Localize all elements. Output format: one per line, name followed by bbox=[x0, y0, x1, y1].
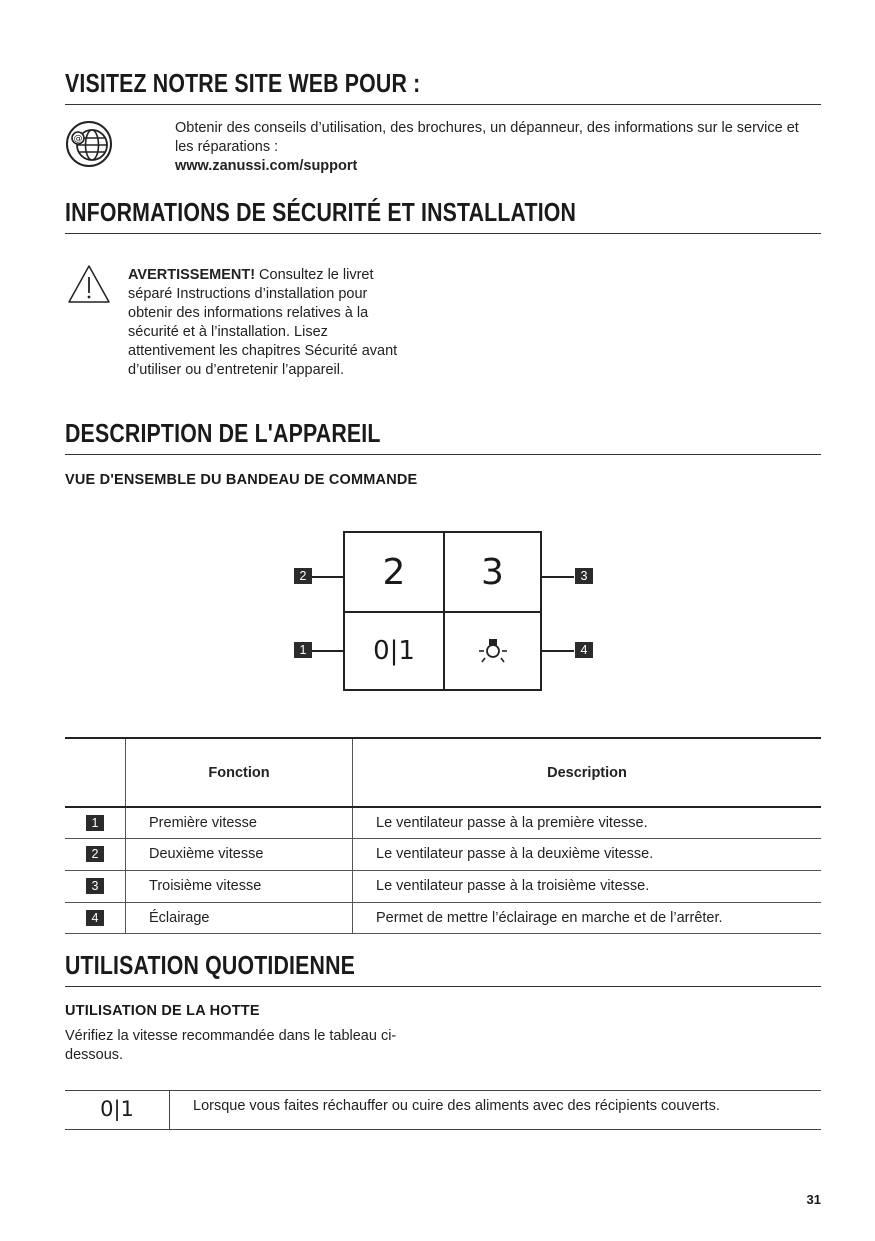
callout-1: 1 bbox=[294, 642, 312, 658]
row-function: Première vitesse bbox=[126, 807, 353, 838]
svg-text:@: @ bbox=[73, 134, 83, 144]
row-number-badge: 3 bbox=[86, 878, 104, 894]
row-description: Le ventilateur passe à la troisième vitesse. bbox=[353, 870, 822, 902]
control-panel-subtitle: VUE D'ENSEMBLE DU BANDEAU DE COMMANDE bbox=[65, 472, 418, 488]
callout-3: 3 bbox=[575, 568, 593, 584]
page-number: 31 bbox=[806, 1192, 821, 1207]
speed-table bbox=[65, 1090, 821, 1130]
callout-4: 4 bbox=[575, 642, 593, 658]
row-description: Le ventilateur passe à la première vitesse. bbox=[353, 807, 822, 838]
safety-warning: AVERTISSEMENT! Consultez le livret séparé Instructions d’installation pour obtenir des informations relatives à la sécurité et à l’installation. Lisez attentivement les chapitres Sécurité avant d’utiliser ou d’entretenir l’appareil. bbox=[128, 267, 398, 378]
speed-3-button[interactable]: 3 bbox=[481, 551, 504, 593]
row-function: Éclairage bbox=[126, 902, 353, 933]
daily-use-text: Vérifiez la vitesse recommandée dans le tableau ci-dessous. bbox=[65, 1028, 397, 1063]
on-off-speed-1-button[interactable]: 0|1 bbox=[373, 636, 415, 666]
function-table bbox=[65, 737, 821, 934]
hood-use-subtitle: UTILISATION DE LA HOTTE bbox=[65, 1003, 260, 1019]
table-row bbox=[65, 870, 821, 902]
table-header-row bbox=[65, 738, 821, 807]
row-number-badge: 4 bbox=[86, 910, 104, 926]
row-number-badge: 1 bbox=[86, 815, 104, 831]
row-function: Troisième vitesse bbox=[126, 870, 353, 902]
table-header-number bbox=[65, 738, 126, 807]
table-header-function: Fonction bbox=[126, 738, 353, 807]
row-number-badge: 2 bbox=[86, 846, 104, 862]
globe-at-icon bbox=[65, 120, 113, 168]
speed-2-button[interactable]: 2 bbox=[382, 551, 406, 593]
safety-heading: INFORMATIONS DE SÉCURITÉ ET INSTALLATION bbox=[65, 197, 821, 234]
daily-use-heading: UTILISATION QUOTIDIENNE bbox=[65, 950, 821, 987]
warning-triangle-icon bbox=[67, 264, 111, 304]
website-heading: VISITEZ NOTRE SITE WEB POUR : bbox=[65, 68, 821, 105]
control-panel-diagram bbox=[343, 531, 542, 691]
table-header-description: Description bbox=[353, 738, 822, 807]
light-bulb-icon bbox=[476, 634, 510, 668]
website-text: Obtenir des conseils d’utilisation, des brochures, un dépanneur, des informations sur le service et les réparations : www.zanussi.com/support bbox=[175, 120, 799, 174]
callout-2: 2 bbox=[294, 568, 312, 584]
table-row bbox=[65, 1091, 821, 1130]
light-button[interactable] bbox=[444, 613, 541, 689]
table-row bbox=[65, 838, 821, 870]
speed-symbol: 0|1 bbox=[65, 1091, 170, 1130]
row-function: Deuxième vitesse bbox=[126, 838, 353, 870]
support-url[interactable]: www.zanussi.com/support bbox=[175, 158, 358, 174]
speed-description: Lorsque vous faites réchauffer ou cuire des aliments avec des récipients couverts. bbox=[193, 1098, 720, 1114]
table-row bbox=[65, 902, 821, 933]
table-row bbox=[65, 807, 821, 838]
row-description: Permet de mettre l’éclairage en marche et de l’arrêter. bbox=[353, 902, 822, 933]
row-description: Le ventilateur passe à la deuxième vitesse. bbox=[353, 838, 822, 870]
description-heading: DESCRIPTION DE L'APPAREIL bbox=[65, 418, 821, 455]
